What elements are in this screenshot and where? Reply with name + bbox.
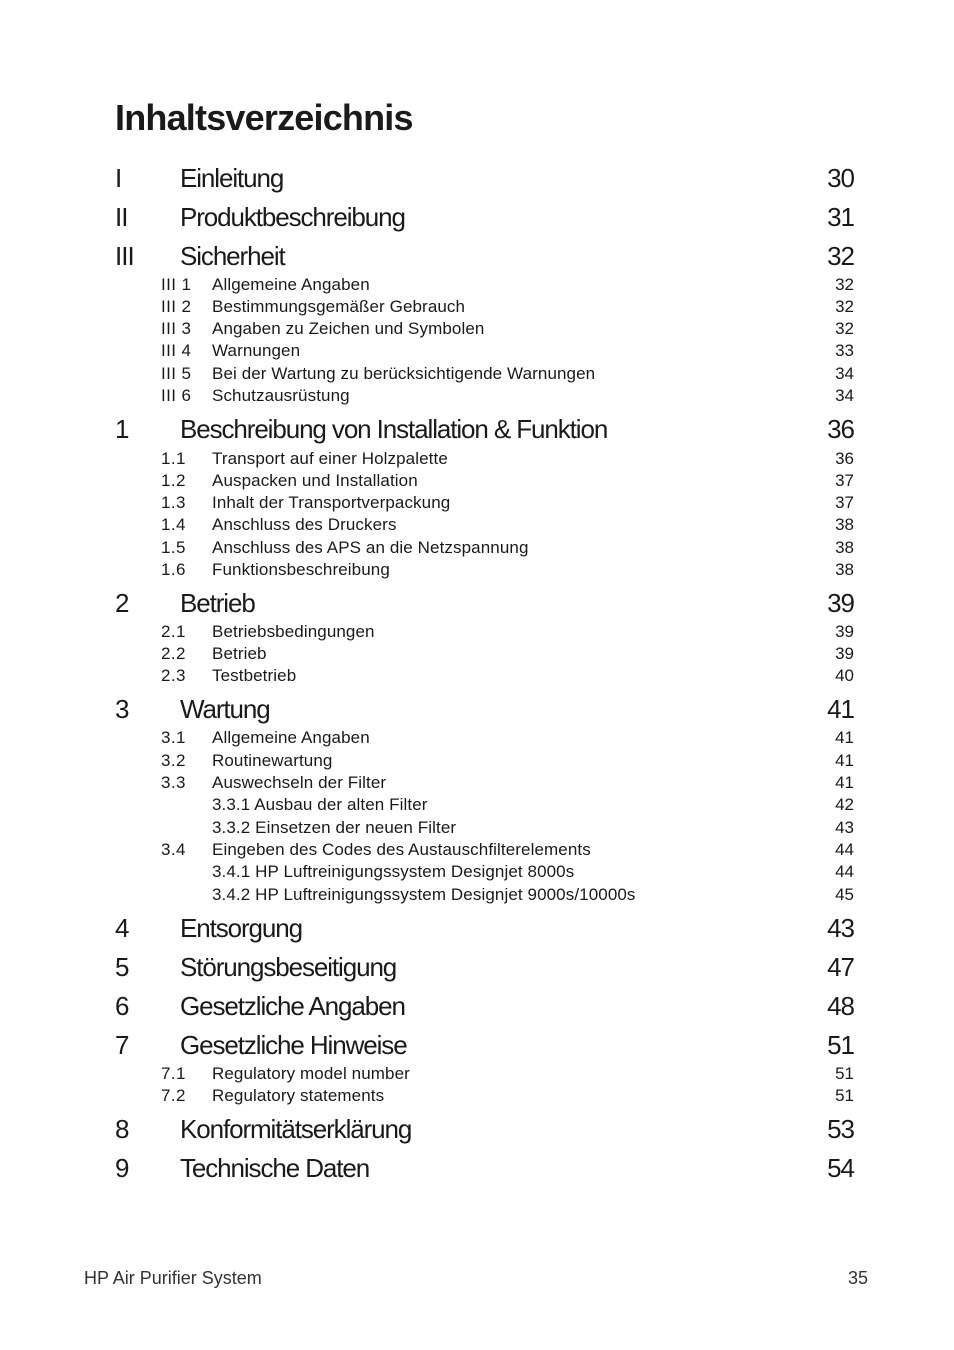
toc-entry-page: 47 (827, 952, 854, 982)
toc-entry-title: Auspacken und Installation (212, 471, 418, 490)
toc-entry-title: Inhalt der Transportverpackung (212, 493, 451, 512)
toc-entry-page: 51 (835, 1064, 854, 1083)
toc-entry-number: 3.3 (161, 773, 186, 792)
footer-document-name: HP Air Purifier System (84, 1268, 262, 1288)
toc-entry-page: 54 (827, 1153, 854, 1183)
toc-entry-page: 41 (835, 773, 854, 792)
toc-entry-page: 37 (835, 493, 854, 512)
toc-entry-page: 34 (835, 386, 854, 405)
toc-entry-page: 40 (835, 666, 854, 685)
toc-entry-title: Angaben zu Zeichen und Symbolen (212, 319, 485, 338)
toc-entry-title: Testbetrieb (212, 666, 297, 685)
toc-entry-number: 3.2 (161, 751, 186, 770)
toc-entry-page: 43 (835, 818, 854, 837)
toc-entry-number: III 4 (161, 341, 192, 360)
toc-entry-number: 1.2 (161, 471, 186, 490)
toc-entry-page: 51 (827, 1030, 854, 1060)
toc-entry-title: Eingeben des Codes des Austauschfilterelements (212, 840, 591, 859)
toc-entry-page: 42 (835, 795, 854, 814)
toc-entry-title: Betrieb (212, 644, 267, 663)
toc-entry-title: Auswechseln der Filter (212, 773, 387, 792)
toc-entry-page: 38 (835, 538, 854, 557)
toc-entry-number: 2.1 (161, 622, 186, 641)
toc-entry-title: Entsorgung (180, 913, 302, 943)
toc-entry-title: Gesetzliche Hinweise (180, 1030, 407, 1060)
toc-entry-number: 3 (115, 694, 129, 724)
toc-entry-number: III 6 (161, 386, 192, 405)
toc-entry-number: 9 (115, 1153, 129, 1183)
toc-entry-page: 34 (835, 364, 854, 383)
toc-entry-title: 3.3.2 Einsetzen der neuen Filter (212, 818, 457, 837)
toc-entry-title: Sicherheit (180, 241, 285, 271)
toc-entry-number: 8 (115, 1114, 129, 1144)
toc-entry-number: III 5 (161, 364, 192, 383)
toc-entry-number: 1.5 (161, 538, 186, 557)
toc-entry-number: III 3 (161, 319, 192, 338)
toc-entry-title: 3.4.1 HP Luftreinigungssystem Designjet 8000s (212, 862, 575, 881)
toc-entry-number: I (115, 163, 122, 193)
toc-entry-title: Warnungen (212, 341, 301, 360)
toc-entry-page: 33 (835, 341, 854, 360)
toc-entry-page: 36 (827, 414, 854, 444)
toc-entry-number: 1.3 (161, 493, 186, 512)
toc-entry-title: Routinewartung (212, 751, 333, 770)
toc-entry-page: 53 (827, 1114, 854, 1144)
toc-entry-number: 7.1 (161, 1064, 186, 1083)
toc-entry-page: 44 (835, 840, 854, 859)
toc-entry-title: Allgemeine Angaben (212, 275, 370, 294)
toc-entry-number: 1.4 (161, 515, 186, 534)
toc-entry-page: 38 (835, 515, 854, 534)
toc-entry-number: 5 (115, 952, 129, 982)
toc-entry-page: 32 (835, 275, 854, 294)
toc-entry-page: 31 (827, 202, 854, 232)
toc-entry-page: 41 (827, 694, 854, 724)
toc-entry-title: Gesetzliche Angaben (180, 991, 405, 1021)
toc-entry-number: 1.6 (161, 560, 186, 579)
toc-entry-title: Regulatory statements (212, 1086, 385, 1105)
toc-entry-title: Funktionsbeschreibung (212, 560, 390, 579)
toc-entry-page: 45 (835, 885, 854, 904)
toc-entry-title: Anschluss des APS an die Netzspannung (212, 538, 529, 557)
toc-entry-number: 7 (115, 1030, 129, 1060)
toc-entry-page: 39 (835, 622, 854, 641)
toc-entry-number: III (115, 241, 134, 271)
toc-entry-page: 43 (827, 913, 854, 943)
toc-entry-title: Regulatory model number (212, 1064, 410, 1083)
toc-entry-number: 1 (115, 414, 129, 444)
toc-entry-title: 3.3.1 Ausbau der alten Filter (212, 795, 428, 814)
toc-entry-number: 3.4 (161, 840, 186, 859)
toc-entry-page: 51 (835, 1086, 854, 1105)
page-title: Inhaltsverzeichnis (115, 97, 413, 138)
toc-entry-title: Schutzausrüstung (212, 386, 350, 405)
toc-entry-page: 38 (835, 560, 854, 579)
toc-entry-title: Anschluss des Druckers (212, 515, 397, 534)
toc-entry-title: Transport auf einer Holzpalette (212, 449, 448, 468)
toc-entry-number: 3.1 (161, 728, 186, 747)
toc-entry-number: 4 (115, 913, 129, 943)
toc-entry-title: Konformitätserklärung (180, 1114, 412, 1144)
toc-entry-title: Produktbeschreibung (180, 202, 405, 232)
toc-entry-number: III 2 (161, 297, 192, 316)
toc-entry-number: 7.2 (161, 1086, 186, 1105)
toc-entry-page: 44 (835, 862, 854, 881)
toc-entry-number: III 1 (161, 275, 192, 294)
toc-entry-page: 41 (835, 751, 854, 770)
toc-entry-page: 32 (827, 241, 854, 271)
toc-entry-number: 2.2 (161, 644, 186, 663)
toc-entry-page: 30 (827, 163, 854, 193)
toc-entry-page: 37 (835, 471, 854, 490)
toc-entry-page: 32 (835, 319, 854, 338)
toc-entry-page: 39 (827, 588, 854, 618)
toc-entry-page: 48 (827, 991, 854, 1021)
toc-entry-title: 3.4.2 HP Luftreinigungssystem Designjet 9000s/10000s (212, 885, 636, 904)
toc-entry-page: 39 (835, 644, 854, 663)
toc-entry-title: Betrieb (180, 588, 255, 618)
toc-entry-title: Störungsbeseitigung (180, 952, 397, 982)
toc-entry-title: Beschreibung von Installation & Funktion (180, 414, 608, 444)
toc-entry-title: Technische Daten (180, 1153, 370, 1183)
toc-entry-title: Allgemeine Angaben (212, 728, 370, 747)
toc-entry-page: 41 (835, 728, 854, 747)
toc-entry-page: 32 (835, 297, 854, 316)
toc-entry-title: Bei der Wartung zu berücksichtigende Warnungen (212, 364, 596, 383)
toc-entry-title: Bestimmungsgemäßer Gebrauch (212, 297, 466, 316)
toc-entry-number: 1.1 (161, 449, 186, 468)
toc-entry-page: 36 (835, 449, 854, 468)
toc-entry-title: Betriebsbedingungen (212, 622, 375, 641)
toc-entry-title: Wartung (180, 694, 270, 724)
toc-entry-number: 2.3 (161, 666, 186, 685)
toc-entry-number: 6 (115, 991, 129, 1021)
toc-entry-number: 2 (115, 588, 129, 618)
toc-entry-number: II (115, 202, 128, 232)
toc-entry-title: Einleitung (180, 163, 284, 193)
footer-page-number: 35 (847, 1268, 868, 1288)
